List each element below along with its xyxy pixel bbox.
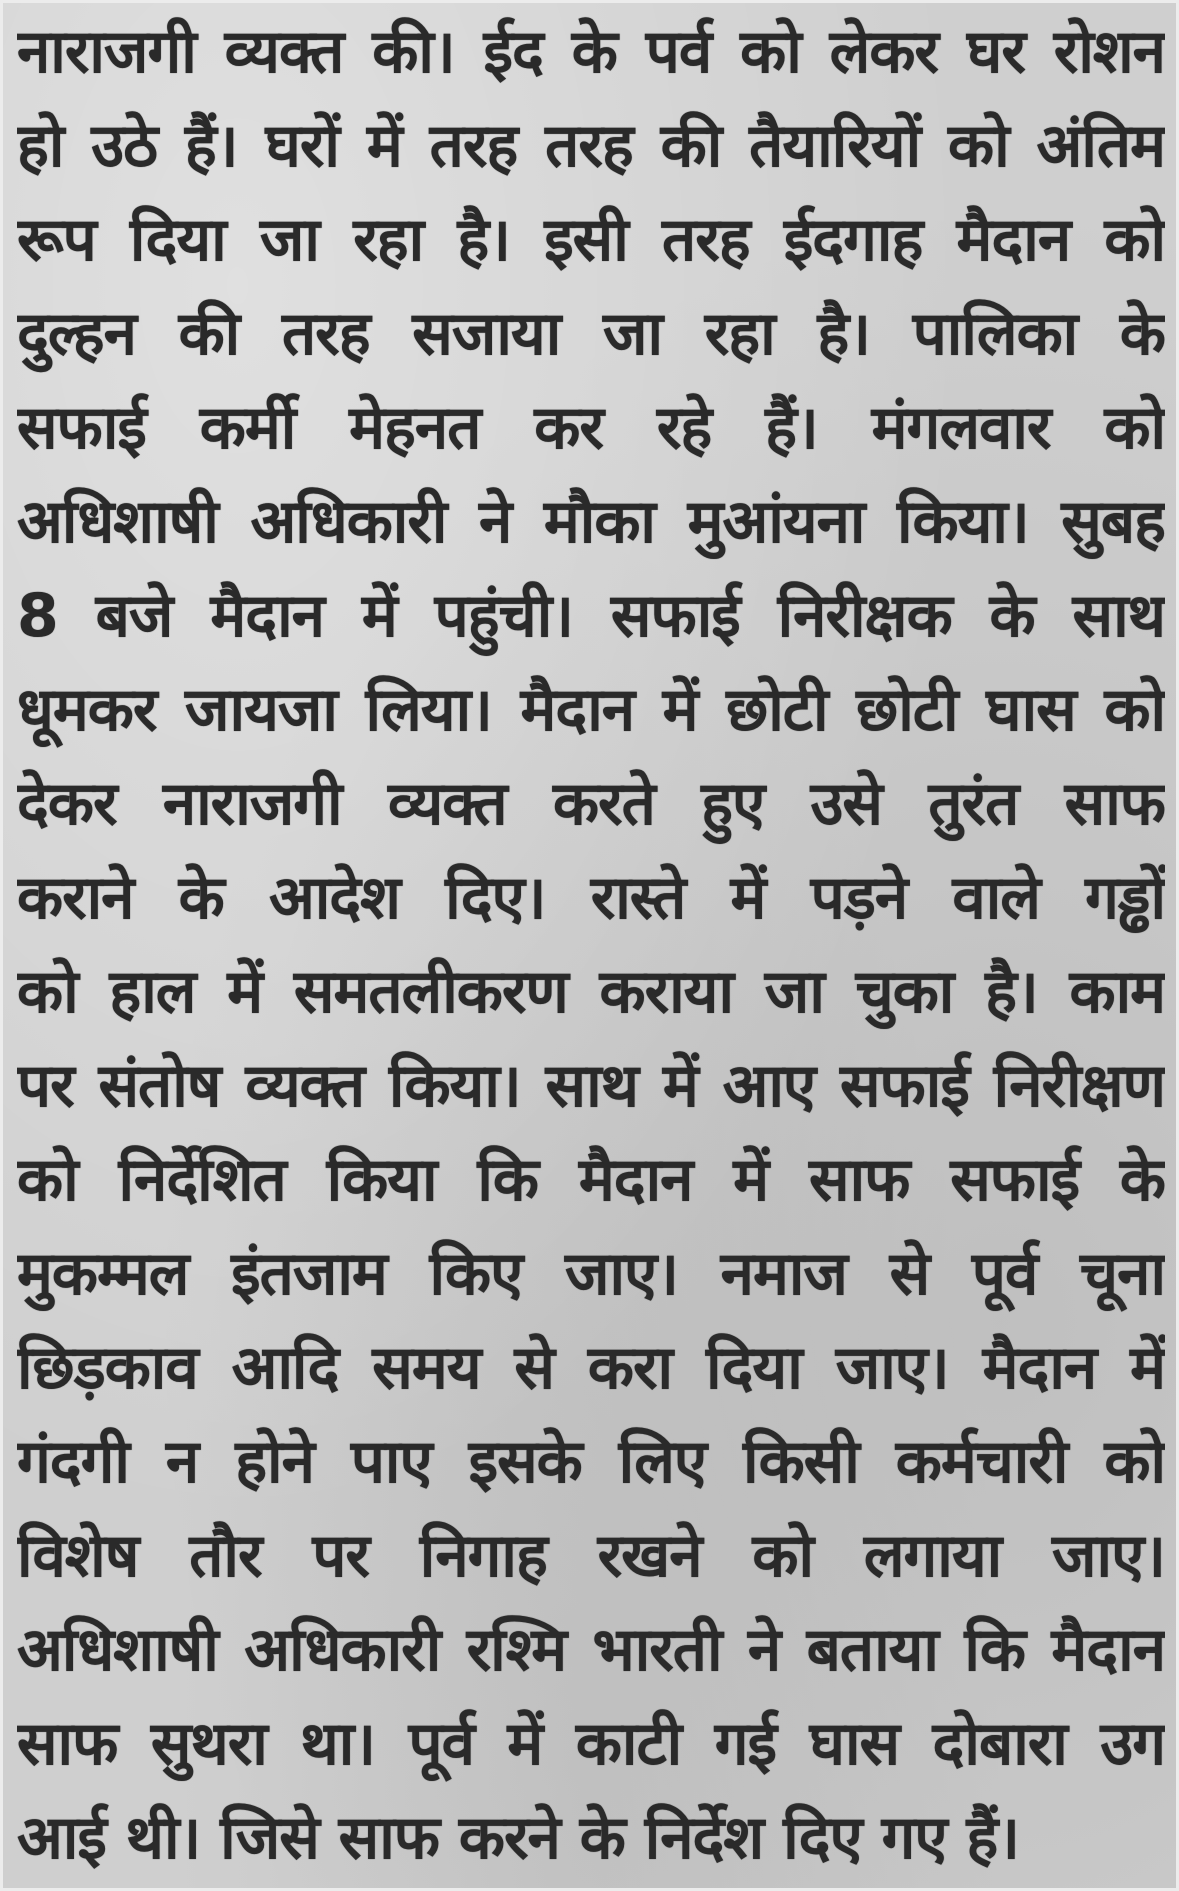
article-line-18: अधिशाषी अधिकारी रश्मि भारती ने बताया कि मैदान xyxy=(17,1615,1165,1685)
article-line-20: आई थी। जिसे साफ करने के निर्देश दिए गए हैं। xyxy=(17,1803,1020,1873)
article-line-16: गंदगी न होने पाए इसके लिए किसी कर्मचारी को xyxy=(17,1427,1165,1497)
article-line-9: देकर नाराजगी व्यक्त करते हुए उसे तुरंत साफ xyxy=(17,769,1165,839)
article-line-10: कराने के आदेश दिए। रास्ते में पड़ने वाले गड्ढों xyxy=(17,863,1165,933)
article-line-2: हो उठे हैं। घरों में तरह तरह की तैयारियों को अंतिम xyxy=(17,111,1165,181)
article-line-6: अधिशाषी अधिकारी ने मौका मुआंयना किया। सुबह xyxy=(17,487,1165,557)
article-line-1: नाराजगी व्यक्त की। ईद के पर्व को लेकर घर रोशन xyxy=(17,17,1165,87)
article-line-4: दुल्हन की तरह सजाया जा रहा है। पालिका के xyxy=(17,299,1165,369)
article-line-3: रूप दिया जा रहा है। इसी तरह ईदगाह मैदान को xyxy=(17,205,1165,275)
article-line-14: मुकम्मल इंतजाम किए जाए। नमाज से पूर्व चूना xyxy=(17,1239,1165,1309)
article-line-7: 8 बजे मैदान में पहुंची। सफाई निरीक्षक के साथ xyxy=(17,581,1165,651)
article-line-17: विशेष तौर पर निगाह रखने को लगाया जाए। xyxy=(17,1521,1165,1591)
article-line-12: पर संतोष व्यक्त किया। साथ में आए सफाई निरीक्षण xyxy=(17,1051,1165,1121)
article-line-19: साफ सुथरा था। पूर्व में काटी गई घास दोबारा उग xyxy=(17,1709,1165,1779)
article-line-5: सफाई कर्मी मेहनत कर रहे हैं। मंगलवार को xyxy=(17,393,1165,463)
article-line-8: धूमकर जायजा लिया। मैदान में छोटी छोटी घास को xyxy=(17,675,1165,745)
article-line-11: को हाल में समतलीकरण कराया जा चुका है। काम xyxy=(17,957,1165,1027)
article-line-13: को निर्देशित किया कि मैदान में साफ सफाई के xyxy=(17,1145,1165,1215)
article-line-15: छिड़काव आदि समय से करा दिया जाए। मैदान में xyxy=(17,1333,1165,1403)
